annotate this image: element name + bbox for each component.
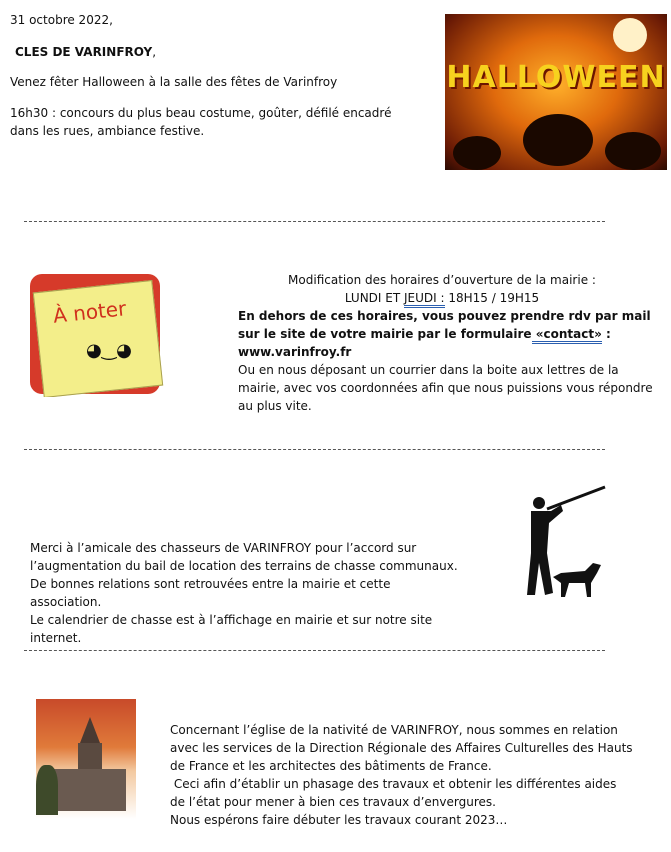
halloween-details-1: 16h30 : concours du plus beau costume, goûter, défilé encadré [10, 106, 392, 120]
halloween-logo-text: HALLOWEEN [446, 60, 666, 95]
pumpkin-icon [523, 114, 593, 166]
chasse-line: association. [30, 595, 102, 609]
chasse-line: Merci à l’amicale des chasseurs de VARINFROY pour l’accord sur [30, 541, 417, 555]
chasse-line: Le calendrier de chasse est à l’affichage en mairie et sur notre site [30, 613, 433, 627]
rdv-prefix: sur le site de votre mairie par le formulaire [238, 327, 532, 341]
eglise-line: Concernant l’église de la nativité de VARINFROY, nous sommes en relation [170, 723, 618, 737]
mairie-title: Modification des horaires d’ouverture de la mairie : [288, 273, 596, 287]
a-noter-image [28, 272, 198, 397]
website: www.varinfroy.fr [238, 345, 352, 359]
halloween-image [445, 14, 667, 170]
rdv-line-2 [238, 325, 611, 343]
courrier-line-2: mairie, avec vos coordonnées afin que nous puissions vous répondre [238, 381, 653, 395]
org-name: CLES DE VARINFROY [15, 45, 153, 59]
halloween-invite: Venez fêter Halloween à la salle des fêtes de Varinfroy [10, 75, 338, 89]
eglise-line: avec les services de la Direction Régionale des Affaires Culturelles des Hauts [170, 741, 633, 755]
chasse-line: internet. [30, 631, 82, 645]
contact-link[interactable]: «contact» [532, 327, 602, 344]
eglise-line: de France et les architectes des bâtiments de France. [170, 759, 492, 773]
eglise-line: Ceci afin d’établir un phasage des travaux et obtenir les différentes aides [170, 777, 617, 791]
pumpkin-icon [453, 136, 501, 170]
org-heading [15, 43, 156, 61]
separator [24, 221, 605, 222]
courrier-line-3: au plus vite. [238, 399, 312, 413]
hunter-silhouette-icon [525, 483, 607, 603]
a-noter-text: À noter [51, 296, 128, 328]
hours: 18H15 / 19H15 [444, 291, 540, 305]
face-icon: ◕‿◕ [86, 340, 132, 361]
date: 31 octobre 2022, [10, 13, 113, 27]
separator [24, 650, 605, 651]
pumpkin-icon [605, 132, 661, 170]
courrier-line-1: Ou en nous déposant un courrier dans la boite aux lettres de la [238, 363, 619, 377]
eglise-line: Nous espérons faire débuter les travaux courant 2023… [170, 813, 508, 827]
days-prefix: LUNDI ET [344, 291, 404, 305]
chasse-line: l’augmentation du bail de location des terrains de chasse communaux. [30, 559, 458, 573]
org-suffix: , [152, 45, 157, 59]
moon-icon [613, 18, 647, 52]
eglise-line: de l’état pour mener à bien ces travaux d’envergures. [170, 795, 496, 809]
chasse-line: De bonnes relations sont retrouvées entre la mairie et cette [30, 577, 391, 591]
days-underlined: JEUDI : [404, 291, 445, 308]
halloween-details-2: dans les rues, ambiance festive. [10, 124, 205, 138]
rdv-suffix: : [601, 327, 611, 341]
rdv-line-1: En dehors de ces horaires, vous pouvez prendre rdv par mail [238, 309, 651, 323]
separator [24, 449, 605, 450]
mairie-hours [230, 289, 654, 307]
church-image [36, 699, 136, 819]
